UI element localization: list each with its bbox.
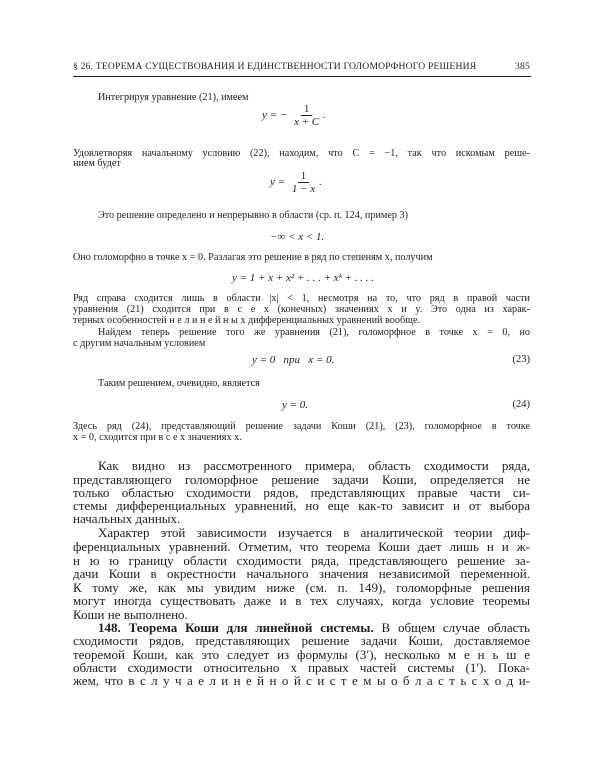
formula-tail: .: [319, 176, 322, 189]
body-line: могут иногда существовать даже и в тех случаях, когда условие теоремы: [73, 593, 530, 608]
body-line: теоремой Коши, как это следует из формулы (3′), несколько м е н ь ш е: [73, 647, 530, 662]
body-line: области сходимости относительно x правых частей системы (1′). Пока-: [73, 660, 530, 675]
formula-tail: .: [323, 109, 326, 122]
section-heading: 148. Теорема Коши для линейной системы.: [98, 620, 374, 635]
running-header: [73, 61, 530, 72]
body-line: стемы дифференциальных уравнений, но еще как-то зависит и от выбора: [73, 498, 530, 513]
equation-number: (24): [512, 399, 530, 410]
text-line: с другим начальным условием: [73, 338, 206, 349]
fraction: [290, 170, 317, 195]
formula-lhs: y = −: [262, 109, 288, 122]
numerator: 1: [298, 170, 310, 183]
text-line: Найдем теперь решение того же уравнения (21), голоморфное в точке x = 0, но: [98, 327, 530, 338]
text-line: x = 0, сходится при в с е х значениях x.: [73, 432, 242, 443]
body-line: представляющего голоморфное решение задачи Коши, определяется не: [73, 472, 530, 487]
page-number: 385: [515, 61, 530, 72]
text-line: уравнения (21) сходится при в с е х (конечных) значениях x и y. Это одна из харак-: [73, 304, 530, 315]
text-line: Оно голоморфно в точке x = 0. Разлагая это решение в ряд по степеням x, получим: [73, 252, 433, 263]
section-text: В общем случае область: [373, 620, 530, 635]
formula-1: [262, 103, 326, 128]
body-line: К тому же, как мы увидим ниже (см. п. 149), голоморфные решения: [73, 580, 530, 595]
body-line: ференциальных уравнений. Отметим, что теорема Коши дает лишь н и ж-: [73, 539, 530, 554]
text-line: терных особенностей н е л и н е й н ы х дифференциальных уравнений вообще.: [73, 315, 421, 326]
denominator: x + C: [293, 116, 320, 128]
numerator: 1: [301, 103, 313, 116]
formula-lhs: y =: [270, 176, 286, 189]
body-line: Характер этой зависимости изучается в аналитической теории диф-: [98, 525, 530, 540]
text-line: Здесь ряд (24), представляющий решение задачи Коши (21), (23), голоморфное в точке: [73, 421, 530, 432]
formula-2: [270, 170, 322, 195]
text-line: Таким решением, очевидно, является: [98, 378, 260, 389]
header-title: § 26. ТЕОРЕМА СУЩЕСТВОВАНИЯ И ЕДИНСТВЕННОСТИ ГОЛОМОРФНОГО РЕШЕНИЯ: [73, 61, 477, 72]
text-line: Интегрируя уравнение (21), имеем: [98, 92, 249, 103]
text-line: Ряд справа сходится лишь в области |x| < 1, несмотря на то, что ряд в правой части: [73, 293, 530, 304]
formula-4: y = 1 + x + x² + . . . + xᵏ + . . . .: [232, 272, 374, 284]
formula-3: −∞ < x < 1.: [270, 231, 325, 243]
body-line: жем, что в с л у ч а е л и н е й н о й с и с т е м ы о б л а с т ь с х о д и-: [73, 673, 530, 688]
body-line: начальных данных.: [73, 511, 181, 526]
body-line: н ю ю границу области сходимости ряда, представляющего решение за-: [73, 553, 530, 568]
text-line: нием будет: [73, 158, 121, 169]
body-line: сходимости рядов, представляющих решение задачи Коши, доставляемое: [73, 633, 530, 648]
body-line: только областью сходимости рядов, представляющих правые части си-: [73, 485, 530, 500]
text-line: Удовлетворяя начальному условию (22), находим, что C = −1, так что искомым реше-: [73, 148, 530, 159]
formula-6: y = 0.: [282, 399, 309, 411]
fraction: [292, 103, 321, 128]
header-rule: [73, 76, 531, 77]
body-line: Как видно из рассмотренного примера, область сходимости ряда,: [98, 458, 530, 473]
body-line: Коши не выполнено.: [73, 607, 188, 622]
denominator: 1 − x: [291, 183, 316, 195]
text-line: Это решение определено и непрерывно в области (ср. п. 124, пример 3): [98, 210, 409, 221]
equation-number: (23): [512, 354, 530, 365]
formula-5: y = 0 при x = 0.: [252, 354, 335, 366]
body-line: дачи Коши в окрестности начального значения независимой переменной.: [73, 566, 530, 581]
